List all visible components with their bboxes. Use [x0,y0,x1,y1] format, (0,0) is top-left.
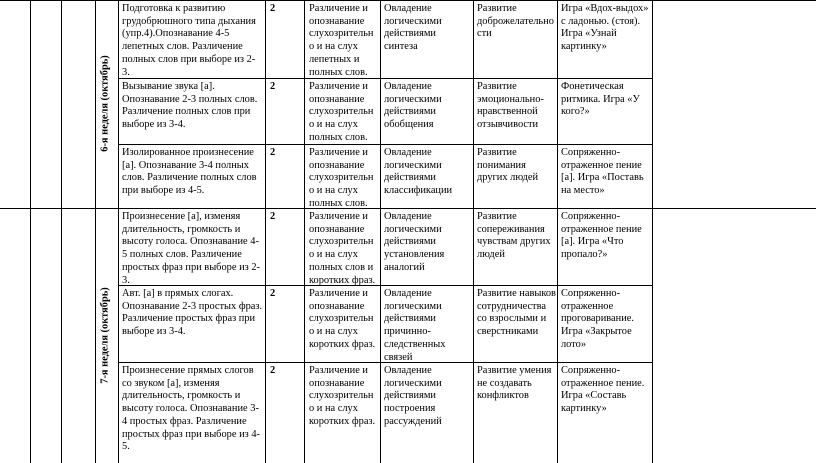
table-border [304,0,305,463]
table-cell-topic: Изолированное произнесение [а]. Опознавание 3-4 полных слов. Различение полных слов при выборе из 4-5. [122,147,257,197]
table-cell-game: Сопряженно-отраженное пение. Игра «Составь картинку» [561,365,645,415]
table-cell-emotional: Развитие умения не создавать конфликтов [477,365,552,402]
table-cell-perception: Различение и опознавание слухозрительн о и на слух коротких фраз. [309,288,376,350]
table-border [473,0,474,463]
table-cell-topic: Произнесение [а], изменяя длительность, громкость и высоту голоса. Опознавание 4-5 полных слов. Различение простых фраз при выборе из 2-3. [122,211,260,286]
table-cell-hours: 2 [270,288,276,299]
table-cell-game: Фонетическая ритмика. Игра «У кого?» [561,81,640,118]
table-cell-perception: Различение и опознавание слухозрительн о и на слух полных слов и коротких фраз. [309,211,376,286]
table-cell-game: Сопряженно-отраженное пение [а]. Игра «Что пропало?» [561,211,642,261]
table-cell-perception: Различение и опознавание слухозрительн о и на слух полных слов. [309,147,374,209]
table-border [95,0,96,463]
table-cell-topic: Авт. [а] в прямых слогах. Опознавание 2-3 простых фраз. Различение простых фраз при выборе из 3-4. [122,288,263,338]
table-cell-emotional: Развитие понимания других людей [477,147,539,184]
table-cell-thinking: Овладение логическими действиями синтеза [384,3,442,53]
table-cell-topic: Вызывание звука [а]. Опознавание 2-3 полных слов. Различение полных слов при выборе из 3-4. [122,81,258,131]
table-cell-perception: Различение и опознавание слухозрительн о и на слух коротких фраз. [309,365,376,427]
table-cell-emotional: Развитие навыков сотрудничества со взрослыми и сверстниками [477,288,556,338]
table-cell-game: Сопряженно-отраженное пение [а]. Игра «Поставь на место» [561,147,644,197]
table-cell-hours: 2 [270,211,276,222]
table-border [265,0,266,463]
table-border [380,0,381,463]
table-border [30,0,31,463]
table-cell-perception: Различение и опознавание слухозрительн о и на слух полных слов. [309,81,374,143]
table-cell-thinking: Овладение логическими действиями установления аналогий [384,211,445,273]
table-cell-thinking: Овладение логическими действиями классификации [384,147,453,197]
table-cell-game: Сопряженно-отраженное проговаривание. Игра «Закрытое лото» [561,288,634,350]
table-border [0,0,816,1]
table-cell-game: Игра «Вдох-выдох» с ладонью. (стоя). Игра «Узнай картинку» [561,3,649,53]
table-border [0,208,816,209]
table-cell-emotional: Развитие сопереживания чувствам других людей [477,211,551,261]
table-cell-emotional: Развитие эмоционально-нравственной отзывчивости [477,81,544,131]
table-cell-hours: 2 [270,365,276,376]
table-border [118,0,119,463]
table-cell-thinking: Овладение логическими действиями построения рассуждений [384,365,442,427]
table-cell-thinking: Овладение логическими действиями обобщения [384,81,442,131]
table-cell-thinking: Овладение логическими действиями причинно-следственных связей [384,288,446,363]
table-cell-hours: 2 [270,3,276,14]
table-cell-topic: Подготовка к развитию грудобрюшного типа дыхания (упр.4).Опознавание 4-5 лепетных слов. Различение полных слов при выборе из 2-3. [122,3,256,78]
table-cell-hours: 2 [270,147,276,158]
table-border [557,0,558,463]
table-border [118,144,652,145]
week-label: 7-я неделя (октябрь) [99,287,111,384]
week-label: 6-я неделя (октябрь) [99,55,111,152]
table-cell-emotional: Развитие доброжелательно сти [477,3,554,40]
table-cell-perception: Различение и опознавание слухозрительн о и на слух лепетных и полных слов. [309,3,374,78]
table-border [61,0,62,463]
table-cell-hours: 2 [270,81,276,92]
table-cell-topic: Произнесение прямых слогов со звуком [а], изменяя длительность, громкость и высоту голоса. Опознавание 3-4 простых фраз. Различение простых фраз при выборе из 4-5. [122,365,260,453]
table-border [652,0,653,463]
